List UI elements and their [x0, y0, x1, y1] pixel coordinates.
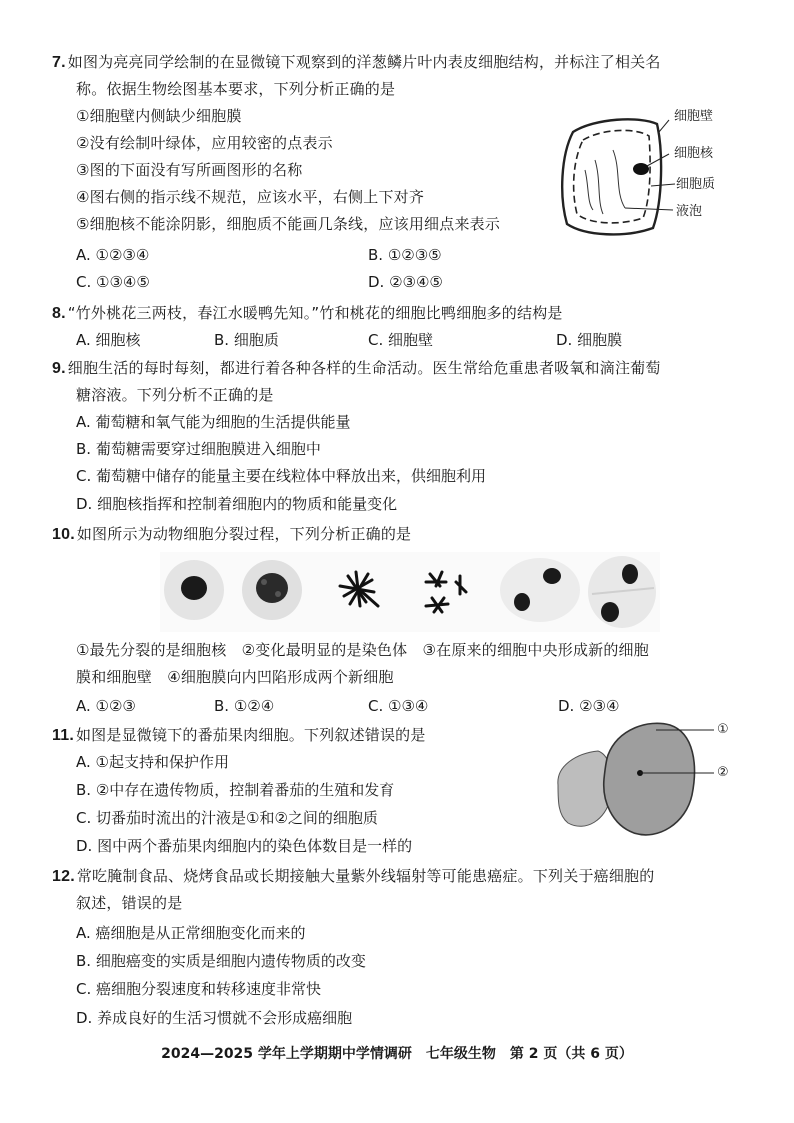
q7-option-b[interactable]: B. ①②③⑤ — [368, 246, 442, 264]
q12-stem-line2: 叙述，错误的是 — [76, 894, 183, 912]
q7-stem-line2: 称。依据生物绘图基本要求，下列分析正确的是 — [76, 80, 396, 98]
onion-cell-figure — [555, 110, 675, 240]
figure-background — [160, 552, 660, 632]
q7-number: 7. — [52, 54, 66, 71]
q10-option-c[interactable]: C. ①③④ — [368, 697, 429, 715]
q9-option-d[interactable]: D. 细胞核指挥和控制着细胞内的物质和能量变化 — [76, 495, 398, 513]
q7-statement-2: ②没有绘制叶绿体，应用较密的点表示 — [76, 134, 333, 152]
label-marker-2: ② — [717, 765, 729, 780]
q10-stem — [52, 524, 411, 545]
q11-option-c[interactable]: C. 切番茄时流出的汁液是①和②之间的细胞质 — [76, 809, 378, 827]
label-nucleus: 细胞核 — [674, 146, 714, 161]
q11-option-a[interactable]: A. ①起支持和保护作用 — [76, 753, 229, 771]
division-stage-2 — [242, 560, 302, 620]
division-stage-6 — [588, 556, 656, 628]
q7-statement-1: ①细胞壁内侧缺少细胞膜 — [76, 107, 242, 125]
q8-option-a[interactable]: A. 细胞核 — [76, 331, 141, 349]
label-vacuole: 液泡 — [676, 204, 703, 219]
tomato-cell-figure — [548, 715, 724, 847]
q12-option-c[interactable]: C. 癌细胞分裂速度和转移速度非常快 — [76, 980, 322, 998]
q7-option-d[interactable]: D. ②③④⑤ — [368, 273, 443, 291]
pointer-line-vacuole — [625, 208, 673, 210]
q9-number: 9. — [52, 360, 66, 377]
q7-option-a[interactable]: A. ①②③④ — [76, 246, 150, 264]
cell-division-figure — [160, 552, 660, 632]
cytoplasm-lines — [585, 150, 625, 214]
q9-option-b[interactable]: B. 葡萄糖需要穿过细胞膜进入细胞中 — [76, 440, 321, 458]
q8-option-d[interactable]: D. 细胞膜 — [556, 331, 623, 349]
label-cytoplasm: 细胞质 — [676, 177, 716, 192]
q9-stem-line1 — [52, 358, 661, 379]
q10-statement-line2: 膜和细胞壁 ④细胞膜向内凹陷形成两个新细胞 — [76, 668, 394, 686]
q7-statement-3: ③图的下面没有写所画图形的名称 — [76, 161, 303, 179]
q8-stem-text: “竹外桃花三两枝，春江水暖鸭先知。”竹和桃花的细胞比鸭细胞多的结构是 — [67, 304, 563, 322]
cell-wall-outline — [562, 119, 661, 234]
page-footer: 2024—2025 学年上学期期中学情调研 七年级生物 第 2 页（共 6 页） — [161, 1046, 633, 1062]
q11-option-d[interactable]: D. 图中两个番茄果肉细胞内的染色体数目是一样的 — [76, 837, 413, 855]
q9-stem-line2: 糖溶液。下列分析不正确的是 — [76, 386, 274, 404]
q11-option-b[interactable]: B. ②中存在遗传物质，控制着番茄的生殖和发育 — [76, 781, 395, 799]
q7-statement-4: ④图右侧的指示线不规范，应该水平，右侧上下对齐 — [76, 188, 425, 206]
division-stage-5 — [500, 558, 580, 622]
q12-option-d[interactable]: D. 养成良好的生活习惯就不会形成癌细胞 — [76, 1009, 353, 1027]
q12-option-a[interactable]: A. 癌细胞是从正常细胞变化而来的 — [76, 924, 306, 942]
q8-stem — [52, 303, 563, 324]
q11-stem — [52, 725, 426, 746]
large-cell — [604, 723, 695, 835]
q11-stem-text: 如图是显微镜下的番茄果肉细胞。下列叙述错误的是 — [75, 726, 426, 744]
pointer-line-wall — [659, 120, 669, 132]
q8-option-b[interactable]: B. 细胞质 — [214, 331, 279, 349]
q10-number: 10. — [52, 526, 75, 543]
q9-option-a[interactable]: A. 葡萄糖和氧气能为细胞的生活提供能量 — [76, 413, 351, 431]
nucleus-shape — [633, 163, 649, 175]
q11-number: 11. — [52, 727, 74, 744]
q10-stem-text: 如图所示为动物细胞分裂过程，下列分析正确的是 — [76, 525, 412, 543]
q8-option-c[interactable]: C. 细胞壁 — [368, 331, 434, 349]
q10-option-b[interactable]: B. ①②④ — [214, 697, 275, 715]
label-marker-1: ① — [717, 722, 729, 737]
label-cell-wall: 细胞壁 — [674, 109, 714, 124]
q12-stem-line1 — [52, 866, 654, 887]
q10-option-a[interactable]: A. ①②③ — [76, 697, 136, 715]
q7-statement-5: ⑤细胞核不能涂阴影，细胞质不能画几条线，应该用细点来表示 — [76, 215, 501, 233]
q9-option-c[interactable]: C. 葡萄糖中储存的能量主要在线粒体中释放出来，供细胞利用 — [76, 467, 487, 485]
q12-stem-text1: 常吃腌制食品、烧烤食品或长期接触大量紫外线辐射等可能患癌症。下列关于癌细胞的 — [76, 867, 655, 885]
q12-number: 12. — [52, 868, 75, 885]
q10-option-d[interactable]: D. ②③④ — [558, 697, 620, 715]
q7-stem-text1: 如图为亮亮同学绘制的在显微镜下观察到的洋葱鳞片叶内表皮细胞结构，并标注了相关名 — [67, 53, 661, 71]
q10-statement-line1: ①最先分裂的是细胞核 ②变化最明显的是染色体 ③在原来的细胞中央形成新的细胞 — [76, 641, 649, 659]
q9-stem-text1: 细胞生活的每时每刻，都进行着各种各样的生命活动。医生常给危重患者吸氧和滴注葡萄 — [67, 359, 661, 377]
q7-option-c[interactable]: C. ①③④⑤ — [76, 273, 150, 291]
pointer-line-cytoplasm — [651, 184, 675, 186]
q8-number: 8. — [52, 305, 66, 322]
q7-stem-line1 — [52, 52, 661, 73]
division-stage-1 — [164, 560, 224, 620]
q12-option-b[interactable]: B. 细胞癌变的实质是细胞内遗传物质的改变 — [76, 952, 366, 970]
